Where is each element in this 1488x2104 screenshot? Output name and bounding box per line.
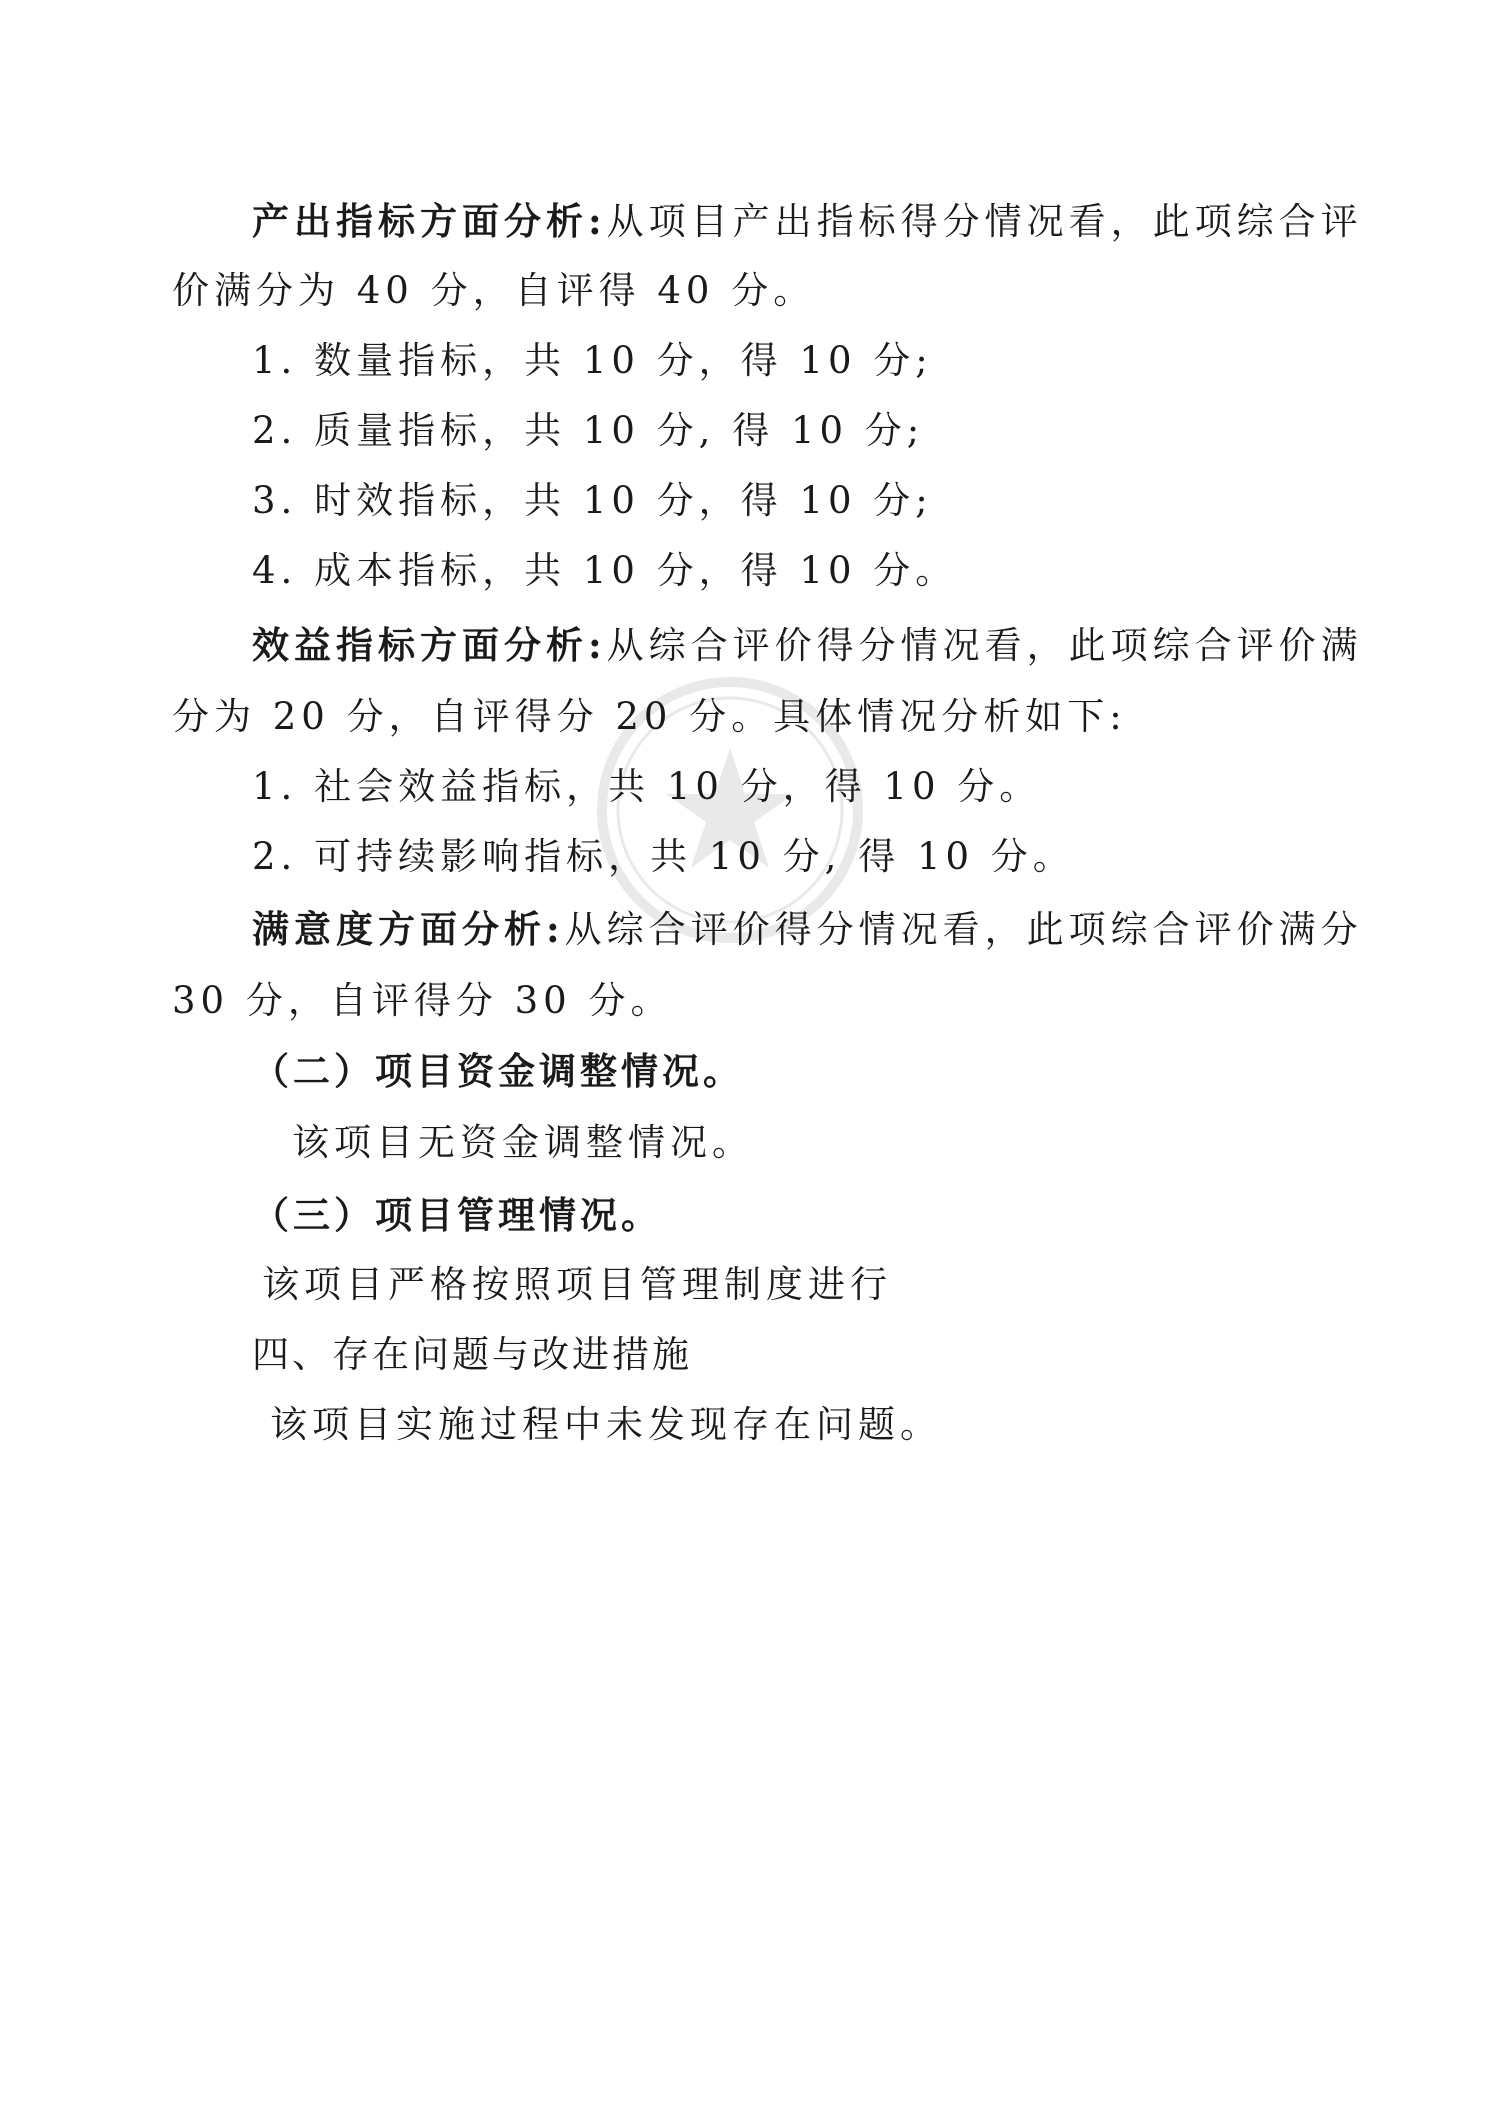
benefit-analysis-text: 从综合评价得分情况看，此项综合评价满: [606, 624, 1363, 667]
output-analysis-paragraph: [252, 196, 1363, 247]
output-item-4: 4. 成本指标，共 10 分，得 10 分。: [252, 549, 958, 592]
management-heading: （三）项目管理情况。: [252, 1193, 662, 1237]
benefit-item-2: 2. 可持续影响指标，共 10 分, 得 10 分。: [252, 835, 1075, 878]
benefit-analysis-paragraph: [252, 620, 1363, 671]
satisfaction-analysis-paragraph: [252, 904, 1363, 955]
fund-adjustment-text: 该项目无资金调整情况。: [292, 1121, 754, 1164]
benefit-analysis-text-cont: 分为 20 分，自评得分 20 分。具体情况分析如下:: [172, 695, 1127, 738]
fund-adjustment-heading: （二）项目资金调整情况。: [252, 1049, 744, 1093]
output-item-2: 2. 质量指标，共 10 分, 得 10 分;: [252, 409, 925, 452]
satisfaction-analysis-title: 满意度方面分析:: [252, 907, 565, 951]
problems-heading: 四、存在问题与改进措施: [252, 1333, 692, 1376]
problems-text: 该项目实施过程中未发现存在问题。: [270, 1403, 942, 1446]
output-item-3: 3. 时效指标，共 10 分，得 10 分;: [252, 479, 933, 522]
satisfaction-analysis-text-cont: 30 分，自评得分 30 分。: [172, 979, 673, 1022]
output-item-1: 1. 数量指标，共 10 分，得 10 分;: [252, 339, 933, 382]
management-text: 该项目严格按照项目管理制度进行: [262, 1263, 892, 1306]
output-analysis-text: 从项目产出指标得分情况看，此项综合评: [606, 200, 1363, 243]
benefit-item-1: 1. 社会效益指标，共 10 分，得 10 分。: [252, 765, 1042, 808]
output-analysis-title: 产出指标方面分析:: [252, 199, 607, 243]
output-analysis-text-cont: 价满分为 40 分，自评得 40 分。: [172, 269, 816, 312]
benefit-analysis-title: 效益指标方面分析:: [252, 623, 607, 667]
satisfaction-analysis-text: 从综合评价得分情况看，此项综合评价满分: [564, 908, 1363, 951]
